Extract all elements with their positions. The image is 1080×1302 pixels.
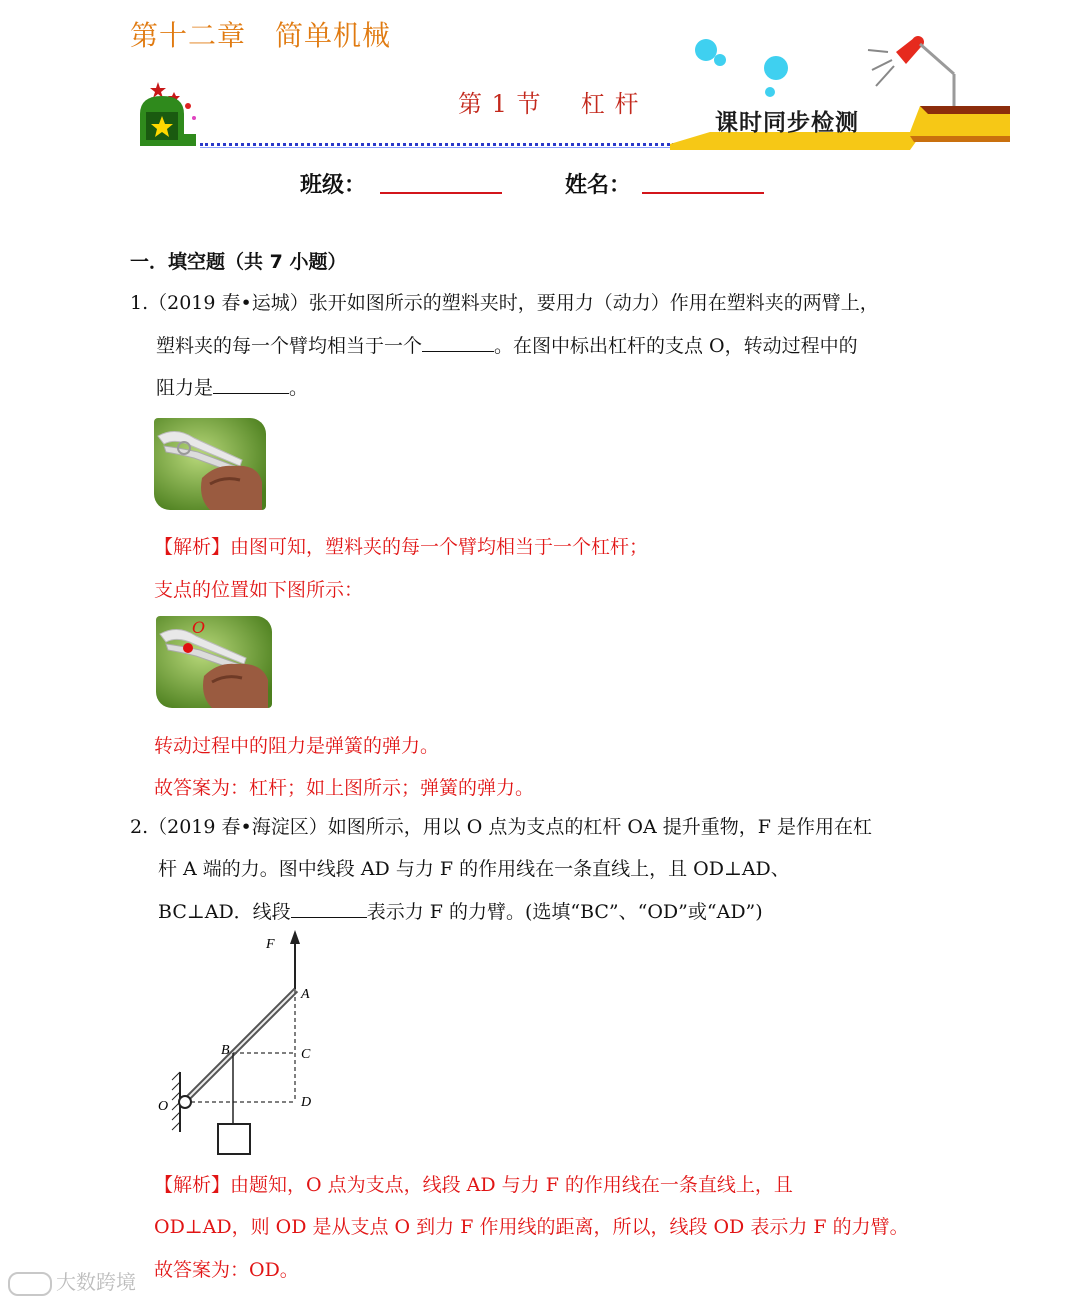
watermark	[8, 1266, 136, 1296]
plastic-clip-photo	[154, 418, 266, 510]
q2-blank[interactable]	[291, 897, 367, 918]
q2-line1: 2.（2019 春•海淀区）如图所示，用以 O 点为支点的杠杆 OA 提升重物，F 是作用在杠	[130, 816, 872, 838]
label-a: A	[301, 987, 310, 1002]
class-field[interactable]	[380, 192, 502, 194]
q1-line3-end: 。	[289, 377, 309, 399]
header-divider-underline	[200, 147, 675, 148]
name-field[interactable]	[642, 192, 764, 194]
bubbles-icon	[690, 38, 800, 102]
chapter-title: 第十二章 简单机械	[130, 19, 392, 52]
q1-line2-text: 塑料夹的每一个臂均相当于一个	[156, 335, 423, 357]
q2-line2: 杆 A 端的力。图中线段 AD 与力 F 的作用线在一条直线上，且 OD⊥AD、	[158, 858, 790, 880]
q1-answer-line4: 故答案为：杠杆；如上图所示；弹簧的弹力。	[154, 777, 535, 799]
pivot-o-label: O	[192, 618, 206, 637]
q2-line3	[158, 891, 763, 934]
star-house-icon	[136, 78, 206, 150]
header-divider	[200, 143, 675, 146]
q1-blank-2[interactable]	[213, 373, 289, 394]
q1-answer-line3: 转动过程中的阻力是弹簧的弹力。	[154, 735, 440, 757]
label-o: O	[158, 1099, 169, 1114]
weight-block	[218, 1124, 250, 1154]
q1-line1: 1.（2019 春•运城）张开如图所示的塑料夹时，要用力（动力）作用在塑料夹的两臂上，	[130, 292, 879, 314]
q2-answer-line1: 【解析】由题知，O 点为支点，线段 AD 与力 F 的作用线在一条直线上，且	[154, 1174, 793, 1196]
watermark-logo-icon	[8, 1272, 52, 1296]
q1-line3	[156, 367, 308, 410]
q2-line3-text-b: 表示力 F 的力臂。(选填“BC”、“OD”或“AD”)	[366, 901, 763, 923]
class-label: 班级：	[300, 173, 367, 198]
q1-line3-text: 阻力是	[156, 377, 214, 399]
pivot-point	[179, 1096, 191, 1108]
section-heading: 一．填空题（共 7 小题）	[130, 251, 347, 273]
q2-answer-line2: OD⊥AD，则 OD 是从支点 O 到力 F 作用线的距离，所以，线段 OD 表示力 F 的力臂。	[154, 1216, 909, 1238]
section-name: 杠 杆	[580, 90, 640, 118]
q2-line3-text: BC⊥AD．线段	[158, 901, 291, 923]
q2-answer-line3: 故答案为：OD。	[154, 1259, 299, 1281]
lever-diagram	[150, 930, 340, 1160]
label-f: F	[266, 937, 275, 952]
label-d: D	[301, 1095, 312, 1110]
plastic-clip-pivot-photo	[156, 616, 272, 708]
section-number: 第 1 节	[458, 90, 542, 118]
q1-line2-text-b: 。在图中标出杠杆的支点 O，转动过程中的	[494, 335, 858, 357]
q1-blank-1[interactable]	[422, 331, 494, 352]
q1-line2	[156, 325, 858, 368]
label-b: B	[221, 1043, 230, 1058]
q1-answer-line1: 【解析】由图可知，塑料夹的每一个臂均相当于一个杠杆；	[154, 536, 649, 558]
banner-text: 课时同步检测	[715, 110, 859, 136]
section-title	[458, 84, 639, 119]
watermark-text: 大数跨境	[56, 1270, 136, 1294]
label-c: C	[301, 1047, 311, 1062]
q1-answer-line2: 支点的位置如下图所示：	[154, 579, 364, 601]
force-arrowhead	[290, 930, 300, 944]
name-label: 姓名：	[565, 173, 632, 198]
